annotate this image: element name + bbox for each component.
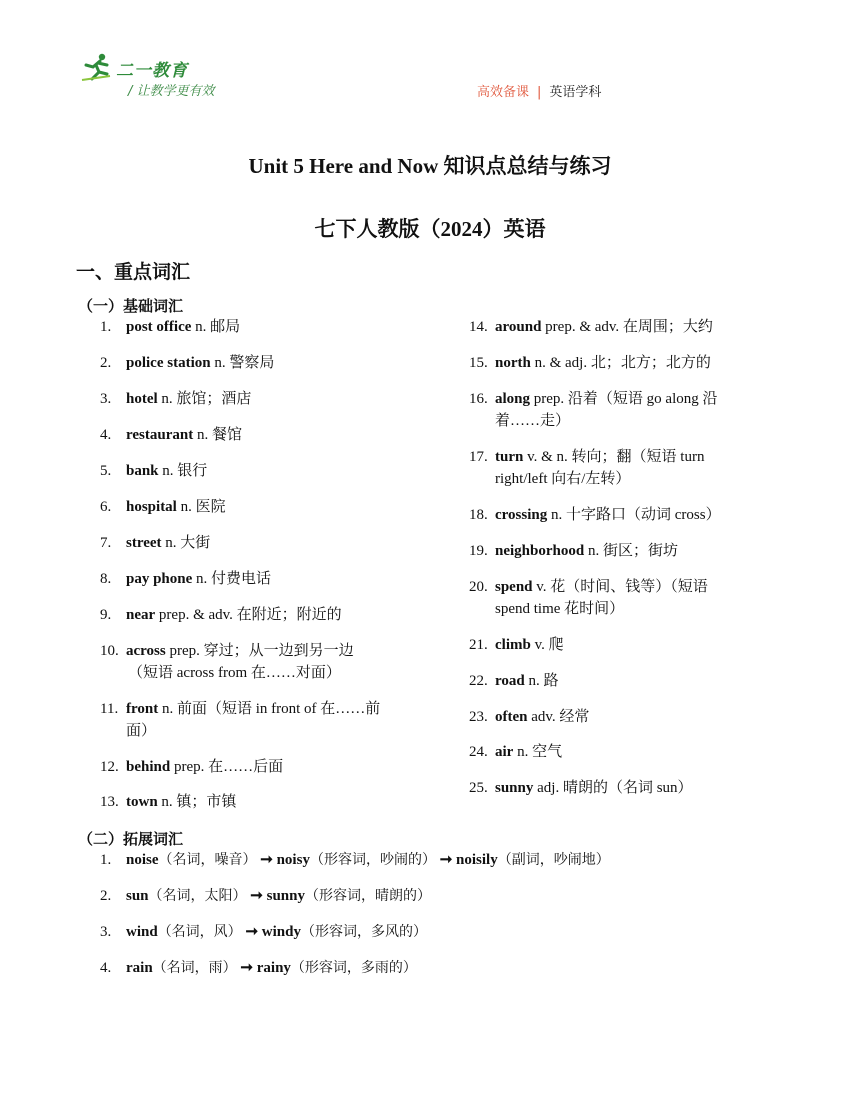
item-body xyxy=(126,424,446,446)
item-body xyxy=(126,388,446,410)
adjective-word: windy xyxy=(261,924,301,940)
item-number: 10. xyxy=(100,643,119,659)
vocab-word: along xyxy=(495,391,531,407)
slogan: / 让教学更有效 xyxy=(128,84,215,99)
vocab-definition: n. 前面（短语 in front of 在……前 xyxy=(158,701,381,717)
item-line xyxy=(126,532,446,554)
item-body xyxy=(126,756,446,778)
header-tags xyxy=(477,81,601,100)
section-heading: 一、重点词汇 xyxy=(76,261,191,283)
vocab-word: north xyxy=(495,355,531,371)
item-number: 17. xyxy=(469,449,488,465)
vocab-word: crossing xyxy=(495,507,548,523)
adverb-word: noisily xyxy=(456,852,498,868)
vocab-word: town xyxy=(126,794,158,810)
item-number: 12. xyxy=(100,759,119,775)
item-body xyxy=(126,316,446,338)
item-number: 1. xyxy=(100,852,112,868)
vocab-definition: n. 空气 xyxy=(513,744,563,760)
vocab-word: police station xyxy=(126,355,211,371)
vocab-definition: prep. 穿过；从一边到另一边 xyxy=(165,643,354,659)
vocab-word: post office xyxy=(126,319,192,335)
item-body xyxy=(126,460,446,482)
vocab-definition: n. 医院 xyxy=(176,499,226,515)
item-body xyxy=(126,604,446,626)
item-number: 4. xyxy=(100,960,112,976)
item-number: 5. xyxy=(100,463,112,479)
runner-icon xyxy=(80,52,114,82)
item-number: 16. xyxy=(469,391,488,407)
item-line xyxy=(495,634,795,656)
vocab-definition: adj. 晴朗的（名词 sun） xyxy=(533,780,693,796)
item-body xyxy=(495,634,795,656)
item-line xyxy=(495,316,795,338)
item-line-continued: 面） xyxy=(126,723,157,739)
item-number: 22. xyxy=(469,673,488,689)
item-line-continued: （短语 across from 在……对面） xyxy=(128,665,341,681)
item-body xyxy=(126,698,446,742)
vocab-word: around xyxy=(495,319,542,335)
vocab-definition: n. 路 xyxy=(524,673,559,689)
item-number: 2. xyxy=(100,888,112,904)
item-line xyxy=(495,446,795,468)
adjective-note: （形容词，吵闹的） xyxy=(309,852,436,868)
vocab-word: bank xyxy=(126,463,159,479)
item-number: 21. xyxy=(469,637,488,653)
vocab-definition: n. 镇；市镇 xyxy=(157,794,237,810)
item-line-continued: spend time 花时间） xyxy=(495,601,625,617)
vocab-definition: n. 邮局 xyxy=(191,319,241,335)
vocab-word: hospital xyxy=(126,499,177,515)
item-body xyxy=(495,446,795,490)
item-line xyxy=(495,540,795,562)
item-body xyxy=(495,706,795,728)
item-number: 19. xyxy=(469,543,488,559)
item-body xyxy=(495,352,795,374)
item-line-continued: right/left 向右/左转） xyxy=(495,471,631,487)
item-number: 2. xyxy=(100,355,112,371)
item-number: 24. xyxy=(469,744,488,760)
adjective-word: sunny xyxy=(266,888,305,904)
vocab-word: near xyxy=(126,607,156,623)
item-line xyxy=(126,352,446,374)
item-body xyxy=(126,791,446,813)
item-line xyxy=(495,706,795,728)
item-body xyxy=(126,640,446,684)
tag-separator: | xyxy=(537,85,542,100)
vocab-word: front xyxy=(126,701,159,717)
adjective-note: （形容词，多雨的） xyxy=(290,960,417,976)
item-body xyxy=(126,496,446,518)
vocab-definition: adv. 经常 xyxy=(527,709,590,725)
noun-note: （名词，噪音） xyxy=(158,852,257,868)
vocab-word: street xyxy=(126,535,162,551)
item-body xyxy=(495,504,795,526)
vocab-word: restaurant xyxy=(126,427,194,443)
item-body xyxy=(495,670,795,692)
item-number: 3. xyxy=(100,391,112,407)
item-line xyxy=(126,604,446,626)
item-number: 8. xyxy=(100,571,112,587)
adjective-note: （形容词，晴朗的） xyxy=(304,888,431,904)
vocab-word: neighborhood xyxy=(495,543,585,559)
vocab-definition: n. 银行 xyxy=(158,463,208,479)
vocab-word: air xyxy=(495,744,514,760)
vocab-word: often xyxy=(495,709,528,725)
item-line-continued: 着……走） xyxy=(495,413,571,429)
vocab-definition: prep. & adv. 在附近；附近的 xyxy=(155,607,342,623)
item-body xyxy=(495,540,795,562)
vocab-word: across xyxy=(126,643,166,659)
item-line xyxy=(126,496,446,518)
item-line xyxy=(126,640,446,662)
item-line xyxy=(126,791,446,813)
tag-efficient-prep: 高效备课 xyxy=(477,85,530,100)
noun-note: （名词，风） xyxy=(157,924,242,940)
vocab-definition: n. 街区；街坊 xyxy=(584,543,678,559)
item-line xyxy=(495,741,795,763)
vocab-definition: prep. 沿着（短语 go along 沿 xyxy=(530,391,718,407)
item-number: 1. xyxy=(100,319,112,335)
item-line xyxy=(495,504,795,526)
adjective-note: （形容词，多风的） xyxy=(300,924,427,940)
item-body xyxy=(495,777,795,799)
subsection-basic-heading: （一）基础词汇 xyxy=(78,297,184,315)
vocab-word: behind xyxy=(126,759,171,775)
item-number: 7. xyxy=(100,535,112,551)
item-line xyxy=(126,698,446,720)
vocab-definition: n. 大街 xyxy=(161,535,211,551)
vocab-definition: n. 付费电话 xyxy=(192,571,272,587)
vocab-definition: prep. & adv. 在周围；大约 xyxy=(541,319,713,335)
item-line xyxy=(126,424,446,446)
noun-note: （名词，雨） xyxy=(152,960,237,976)
item-line xyxy=(126,756,446,778)
noun-word: wind xyxy=(126,924,158,940)
adjective-word: rainy xyxy=(256,960,291,976)
arrow-icon: ➞ xyxy=(236,960,257,976)
item-number: 20. xyxy=(469,579,488,595)
item-line xyxy=(495,576,795,598)
vocab-definition: n. 旅馆；酒店 xyxy=(157,391,252,407)
vocab-word: sunny xyxy=(495,780,534,796)
item-number: 11. xyxy=(100,701,119,717)
item-number: 4. xyxy=(100,427,112,443)
arrow-icon: ➞ xyxy=(435,852,457,868)
item-line xyxy=(495,352,795,374)
item-number: 23. xyxy=(469,709,488,725)
item-line xyxy=(126,388,446,410)
item-number: 9. xyxy=(100,607,112,623)
item-line xyxy=(126,460,446,482)
adverb-note: （副词，吵闹地） xyxy=(497,852,610,868)
item-line xyxy=(495,777,795,799)
item-body xyxy=(126,352,446,374)
noun-note: （名词，太阳） xyxy=(148,888,247,904)
item-body xyxy=(126,885,431,907)
subsection-extended-heading: （二）拓展词汇 xyxy=(78,830,184,848)
vocab-definition: n. 十字路口（动词 cross） xyxy=(547,507,721,523)
vocab-word: pay phone xyxy=(126,571,193,587)
noun-word: noise xyxy=(126,852,159,868)
item-body xyxy=(495,576,795,620)
tag-subject: 英语学科 xyxy=(549,85,602,100)
item-body xyxy=(126,921,427,943)
vocab-definition: n. 警察局 xyxy=(210,355,275,371)
item-line xyxy=(495,388,795,410)
logo-text: 二一教育 xyxy=(116,61,188,81)
page-subtitle: 七下人教版（2024）英语 xyxy=(314,217,546,241)
vocab-definition: prep. 在……后面 xyxy=(170,759,284,775)
item-number: 18. xyxy=(469,507,488,523)
vocab-definition: v. 爬 xyxy=(530,637,564,653)
item-body xyxy=(126,849,610,871)
page-title: Unit 5 Here and Now 知识点总结与练习 xyxy=(248,154,612,178)
vocab-definition: n. 餐馆 xyxy=(193,427,242,443)
item-number: 25. xyxy=(469,780,488,796)
item-number: 13. xyxy=(100,794,119,810)
vocab-word: road xyxy=(495,673,525,689)
vocab-definition: n. & adj. 北；北方；北方的 xyxy=(530,355,711,371)
item-number: 14. xyxy=(469,319,488,335)
item-body xyxy=(495,388,795,432)
vocab-word: spend xyxy=(495,579,533,595)
item-line xyxy=(126,568,446,590)
vocab-word: hotel xyxy=(126,391,158,407)
item-number: 6. xyxy=(100,499,112,515)
adjective-word: noisy xyxy=(276,852,310,868)
arrow-icon: ➞ xyxy=(241,924,262,940)
item-body xyxy=(126,568,446,590)
item-number: 15. xyxy=(469,355,488,371)
item-line xyxy=(495,670,795,692)
noun-word: sun xyxy=(126,888,149,904)
vocab-definition: v. 花（时间、钱等）（短语 xyxy=(532,579,708,595)
item-body xyxy=(495,741,795,763)
noun-word: rain xyxy=(126,960,153,976)
item-body xyxy=(126,532,446,554)
item-number: 3. xyxy=(100,924,112,940)
item-body xyxy=(495,316,795,338)
item-line xyxy=(126,316,446,338)
arrow-icon: ➞ xyxy=(246,888,267,904)
arrow-icon: ➞ xyxy=(256,852,277,868)
item-body xyxy=(126,957,417,979)
vocab-definition: v. & n. 转向；翻（短语 turn xyxy=(523,449,705,465)
vocab-word: climb xyxy=(495,637,531,653)
vocab-word: turn xyxy=(495,449,524,465)
